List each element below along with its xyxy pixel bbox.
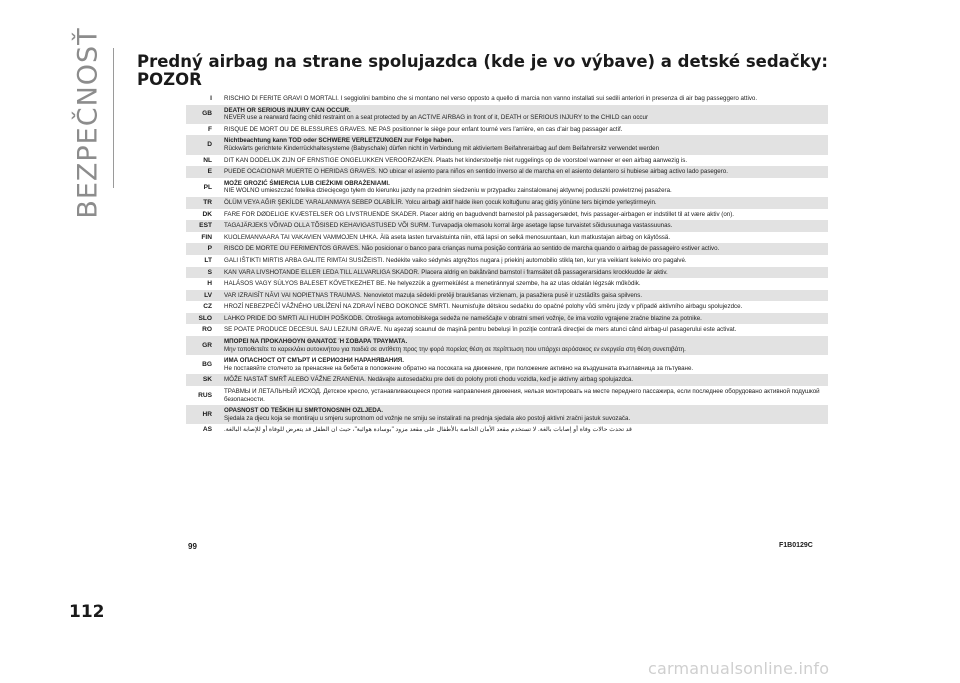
warning-line: PUEDE OCACIONAR MUERTE O HERIDAS GRAVES. NO ubicar el asiento para niños en sentido inverso al de marcha en el asiento delantero si hubiese airbag activo lado pasegero. [224, 168, 728, 176]
warning-line: LAHKO PRIDE DO SMRTI ALI HUDIH POŠKODB. Otroškega avtomobilskega sedeža ne nameščajte v obratni smeri vožnje, če ima vozilo vgrajene zračne blazine za potnike. [224, 314, 702, 322]
warning-row [186, 290, 828, 302]
warning-row [186, 155, 828, 167]
warning-line: Sjedala za djecu koja se montiraju u smjeru suprotnom od vožnje ne smiju se instalirati na prednja sjedala ako postoji aktivni zračni jastuk suvozača. [224, 414, 631, 422]
figure-code: F1B0129C [779, 542, 813, 549]
warning-text [220, 374, 828, 386]
warning-text [220, 355, 828, 374]
language-code: AS [202, 426, 212, 434]
warning-row [186, 93, 828, 105]
warning-row [186, 178, 828, 197]
warning-row [186, 405, 828, 424]
warning-text [220, 301, 828, 313]
section-label [68, 27, 108, 219]
language-code: E [186, 166, 220, 178]
language-code: GR [186, 336, 220, 355]
warning-text [220, 209, 828, 221]
warning-line: HROZÍ NEBEZPEČÍ VÁŽNÉHO UBLÍŽENÍ NA ZDRAVÍ NEBO DOKONCE SMRTI. Neumisťujte dětskou sedačku do opačné polohy vůči směru jízdy v případě aktivního airbagu spolujezdce. [224, 303, 743, 311]
warning-row [186, 355, 828, 374]
warning-line: Не поставяйте столчето за пренасяне на бебета в положение обратно на посоката на движение, при положение активно на въздушната възглавница за пътуване. [224, 364, 694, 372]
warning-line: RISCHIO DI FERITE GRAVI O MORTALI. I seggiolini bambino che si montano nel verso opposto a quello di marcia non vanno installati sui sedili anteriori in presenza di air bag passeggero attivo. [224, 95, 758, 102]
warning-row [186, 313, 828, 325]
warning-text [220, 324, 828, 336]
language-code: F [207, 125, 212, 133]
warning-text [220, 135, 828, 154]
warning-line: VAR IZRAISĪT NĀVI VAI NOPIETNAS TRAUMAS. Nenovietot mazuļa sēdekli pretēji braukšanas virzienam, ja pasažiera pusē ir uzstādīts gaisa spilvens. [224, 291, 643, 299]
warning-line: OPASNOST OD TEŠKIH ILI SMRTONOSNIH OZLJEDA. [224, 407, 383, 415]
language-code: P [186, 243, 220, 255]
warning-text [220, 290, 828, 302]
warning-text [220, 313, 828, 325]
warning-row [186, 301, 828, 313]
warning-text [220, 386, 828, 405]
warning-text [220, 255, 828, 267]
warning-line: Rückwärts gerichtete Kinderrückhaltesysteme (Babyschale) dürfen nicht in Verbindung mit aktiviertem Beifahrerairbag auf dem Beifahrersitz verwendet werden [224, 144, 660, 152]
language-code: RO [202, 326, 212, 334]
language-code: SK [186, 374, 220, 386]
language-code: EST [186, 220, 220, 232]
warning-line: TAGAJÄRJEKS VÕIVAD OLLA TÕSISED KEHAVIGASTUSED VÕI SURM. Turvapadja olemasolu korral ärge asetage lapse turvaistet sõidusuunaga vastassuunas. [224, 222, 673, 230]
warning-line: RISCO DE MORTE OU FERIMENTOS GRAVES. Não posicionar o banco para crianças numa posição contrária ao sentido de marcha quando o airbag de passageiro estiver activo. [224, 245, 720, 253]
warning-row [186, 220, 828, 232]
warning-line: ТРАВМЫ И ЛЕТАЛЬНЫЙ ИСХОД. Детское кресло, устанавливающееся против направления движения, нельзя монтировать на месте переднего пассажира, если последнее оборудовано активной подушкой безопасности. [224, 388, 820, 403]
language-code: GB [186, 105, 220, 124]
warning-line: HALÁSOS VAGY SÚLYOS BALESET KÖVETKEZHET BE. Ne helyezzük a gyermekülést a menetiránnyal szembe, ha az utas oldalán légzsák működik. [224, 280, 641, 288]
warning-line: GALI IŠTIKTI MIRTIS ARBA GALITE RIMTAI SUSIŽEISTI. Nedėkite vaiko sėdynės atgręžtos nugara į priekinį automobilio stiklą ten, kur yra veikiant keleivio oro pagalvė. [224, 256, 687, 264]
language-code: LV [186, 290, 220, 302]
airbag-warning-table [186, 93, 828, 436]
warning-row [186, 255, 828, 267]
language-code: FIN [201, 233, 212, 241]
warning-row [186, 386, 828, 405]
warning-line: RISQUE DE MORT OU DE BLESSURES GRAVES. NE PAS positionner le siège pour enfant tourné vers l'arrière, en cas d'air bag passager actif. [224, 125, 623, 133]
warning-line: MÔŽE NASTAŤ SMRŤ ALEBO VÁŽNE ZRANENIA. Nedávajte autosedačku pre deti do polohy proti chodu vozidla, keď je aktívny airbag spolujazdca. [224, 376, 634, 384]
warning-row [186, 267, 828, 279]
warning-line: KUOLEMANVAARA TAI VAKAVIEN VAMMOJEN UHKA. Älä aseta lasten turvaistuinta niin, että lapsi on selkä menosuuntaan, kun matkustajan airbag on käytössä. [224, 233, 671, 241]
warning-line: DEATH OR SERIOUS INJURY CAN OCCUR. [224, 106, 351, 114]
warning-row [186, 209, 828, 221]
language-code: S [186, 267, 220, 279]
warning-row [186, 232, 828, 244]
warning-text [220, 405, 828, 424]
warning-row [186, 336, 828, 355]
warning-line: Μην τοποθετείτε το καρεκλάκι αυτοκινήτου για παιδιά σε αντίθετη προς την φορά πορείας θέση σε περίπτωση που υπάρχει αερόσακος εν ενεργεία στη θέση συνεπιβάτη. [224, 345, 686, 353]
warning-text [220, 220, 828, 232]
language-code: NL [203, 156, 212, 164]
warning-line: ИМА ОПАСНОСТ ОТ СМЪРТ И СЕРИОЗНИ НАРАНЯВАНИЯ. [224, 357, 404, 365]
warning-row [186, 197, 828, 209]
warning-line: NEVER use a rearward facing child restraint on a seat protected by an ACTIVE AIRBAG in front of it, DEATH or SERIOUS INJURY to the CHILD can occur [224, 114, 649, 122]
page-title: Predný airbag na strane spolujazdca (kde je vo výbave) a detské sedačky: POZOR [137, 52, 828, 89]
warning-text [220, 155, 828, 167]
page-number: 112 [69, 602, 105, 622]
warning-text [220, 278, 828, 290]
warning-row [186, 424, 828, 436]
language-code: PL [203, 183, 212, 191]
language-code: TR [186, 197, 220, 209]
language-code: SLO [186, 313, 220, 325]
language-code: RUS [198, 391, 212, 399]
language-code: CZ [203, 303, 212, 311]
warning-text [220, 232, 828, 244]
section-divider [113, 48, 114, 188]
figure-number: 99 [188, 542, 197, 551]
warning-line: ΜΠΟΡΕΙ ΝΑ ΠΡΟΚΛΗΘΟΥΝ ΘΑΝΑΤΟΣ Ή ΣΟΒΑΡΑ ΤΡΑΥΜΑΤΑ. [224, 338, 408, 346]
warning-row [186, 278, 828, 290]
warning-line: KAN VARA LIVSHOTANDE ELLER LEDA TILL ALLVARLIGA SKADOR. Placera aldrig en bakåtvänd barnstol i framsätet då passagerarsidans krockkudde är aktiv. [224, 268, 668, 276]
warning-row [186, 105, 828, 124]
language-code: H [207, 280, 212, 288]
language-code: LT [204, 256, 212, 264]
warning-text [220, 424, 828, 436]
warning-text [220, 124, 828, 136]
warning-text [220, 267, 828, 279]
language-code: HR [186, 405, 220, 424]
language-code: BG [202, 361, 212, 369]
warning-text [220, 178, 828, 197]
warning-text [220, 243, 828, 255]
watermark: carmanualsonline.info [648, 659, 830, 678]
warning-text [220, 105, 828, 124]
warning-line: قد تحدث حالات وفاة أو إصابات بالغة. لا تستخدم مقعد الأمان الخاصة بالأطفال على مقعد مزود "بوسادة هوائية"، حيث ان الطفل قد يتعرض للوفاة أو للإصابة البالغة. [224, 426, 632, 434]
warning-row [186, 124, 828, 136]
warning-text [220, 166, 828, 178]
warning-row [186, 135, 828, 154]
language-code: D [186, 135, 220, 154]
warning-row [186, 243, 828, 255]
warning-line: NIE WOLNO umieszczać fotelika dziecięcego tyłem do kierunku jazdy na przednim siedzeniu w przypadku zainstalowanej aktywnej poduszki powietrznej pasażera. [224, 187, 672, 195]
warning-line: DIT KAN DODELIJK ZIJN OF ERNSTIGE ONGELUKKEN VEROORZAKEN. Plaats het kinderstoeltje niet ruggelings op de voorstoel wanneer er een airbag aanwezig is. [224, 156, 688, 164]
section-label-text: BEZPEČNOSŤ [72, 27, 104, 219]
warning-row [186, 374, 828, 386]
warning-row [186, 166, 828, 178]
warning-row [186, 324, 828, 336]
warning-line: Nichtbeachtung kann TOD oder SCHWERE VERLETZUNGEN zur Folge haben. [224, 137, 454, 145]
language-code: I [210, 95, 212, 102]
warning-line: FARE FOR DØDELIGE KVÆSTELSER OG LIVSTRUENDE SKADER. Placer aldrig en bagudvendt barnestol på passagersædet, hvis passager-airbagen er indstillet til at være aktiv (on). [224, 210, 734, 218]
warning-text [220, 336, 828, 355]
warning-line: ÖLÜM VEYA AĞIR ŞEKİLDE YARALANMAYA SEBEP OLABİLİR. Yolcu airbaği aktif halde iken çocuk koltuğunu araç gidiş yönüne ters biçimde yerleştirmeyin. [224, 198, 657, 206]
warning-line: MOŻE GROZIĆ ŚMIERCIA LUB CIEŻKIMI OBRAŻENIAMI. [224, 179, 390, 187]
warning-text [220, 93, 828, 105]
warning-text [220, 197, 828, 209]
language-code: DK [202, 210, 212, 218]
warning-line: SE POATE PRODUCE DECESUL SAU LEZIUNI GRAVE. Nu aşezaţi scaunul de maşină pentru bebeluşi în poziţie contrară direcţiei de mers atunci când airbag-ul pasagerului este activat. [224, 326, 737, 334]
